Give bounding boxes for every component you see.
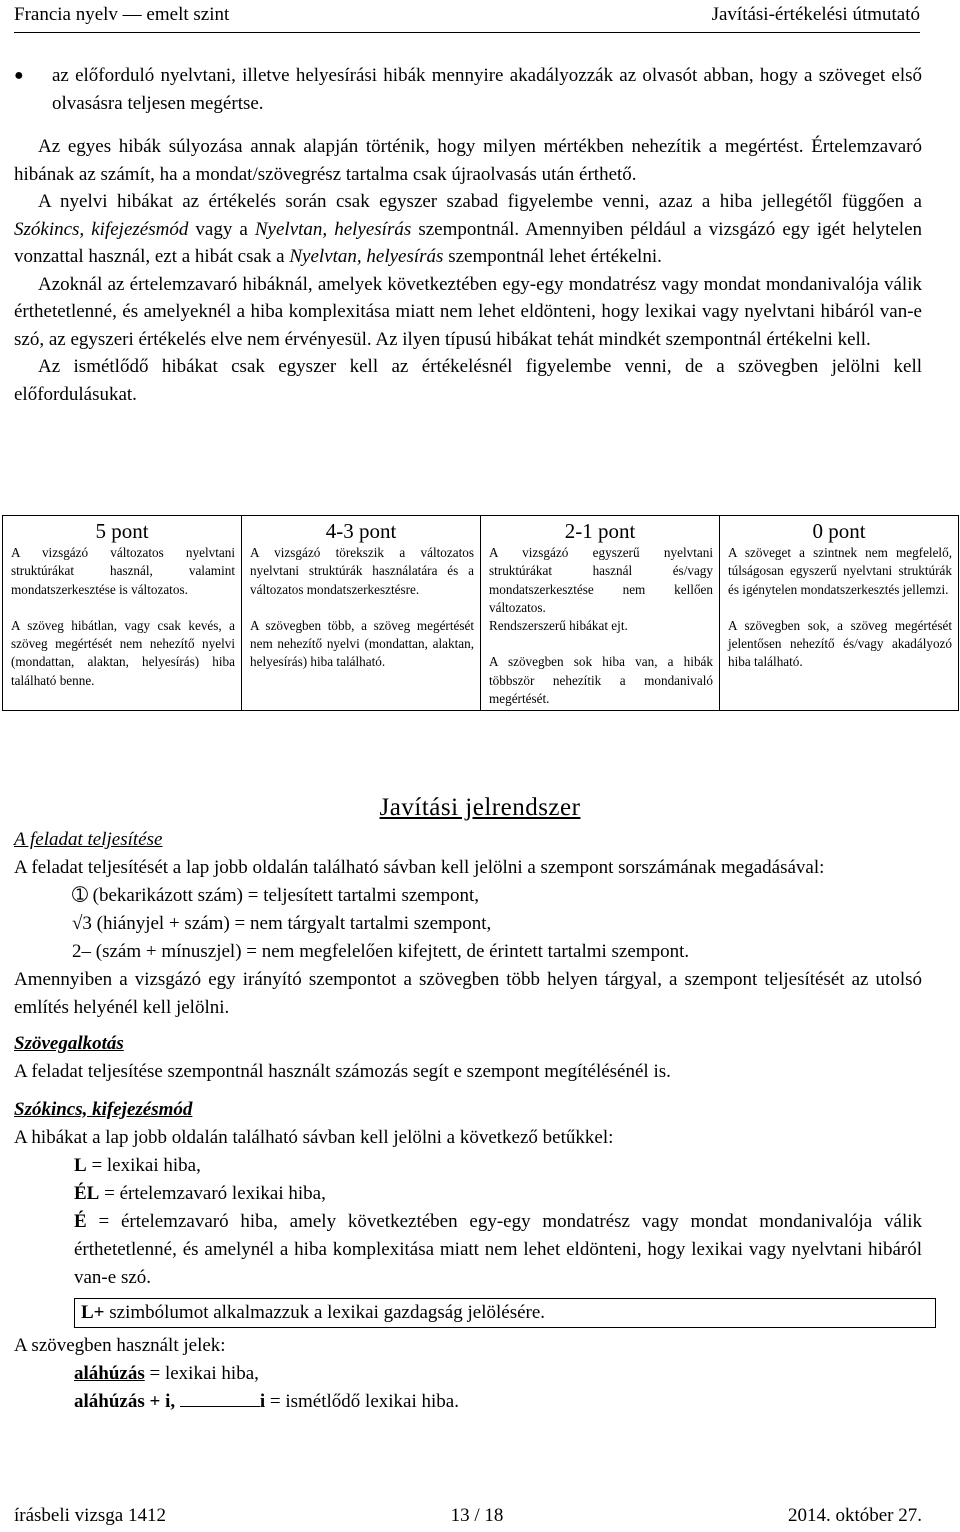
rubric-text: A vizsgázó változatos nyelvtani struktúrákat használ, valamint mondatszerkesztése is változatos.: [11, 545, 235, 597]
text-creation-text: A feladat teljesítése szempontnál használt számozás segít e szempont megítélésénél is.: [14, 1061, 671, 1082]
header-right: Javítási-értékelési útmutató: [711, 4, 920, 25]
paragraph-repeated-errors: Az ismétlődő hibákat csak egyszer kell az értékelésnél figyelembe venni, de a szövegben jelölni kell előfordulásukat.: [14, 356, 922, 405]
task-note: Amennyiben a vizsgázó egy irányító szempontot a szövegben több helyen tárgyal, a szempont teljesítését az utolsó említés helyénél kell jelölni.: [14, 969, 922, 1018]
rubric-header-2-1: 2-1 pont: [481, 516, 720, 545]
rubric-text: A vizsgázó egyszerű nyelvtani struktúrákat használ és/vagy mondatszerkesztése nem kellően változatos.: [489, 545, 713, 615]
page-header: [14, 2, 920, 33]
rubric-header-4-3: 4-3 pont: [242, 516, 481, 545]
mark-item: 2– (szám + mínuszjel) = nem megfelelően kifejtett, de érintett tartalmi szempont.: [72, 941, 690, 962]
vocabulary-text: A hibákat a lap jobb oldalán található sávban kell jelölni a következő betűkkel:: [14, 1127, 614, 1148]
bullet-text: az előforduló nyelvtani, illetve helyesírási hibák mennyire akadályozzák az olvasót abban, hogy a szöveget első olvasásra teljesen megértse.: [52, 65, 922, 114]
code-list: [14, 1152, 922, 1292]
subheading-text-creation: Szövegalkotás: [14, 1033, 124, 1054]
code-item: É = értelemzavaró hiba, amely következtében egy-egy mondatrész vagy mondat mondanivalója válik érthetetlenné, és amelynél a hiba komplexitása miatt nem lehet eldönteni, hogy lexikai vagy nyelvtani hibáról van-e szó.: [74, 1211, 922, 1288]
intro-section: [14, 62, 922, 408]
rubric-body-row: [3, 544, 959, 711]
underline-sample: [180, 1388, 260, 1407]
rubric-cell-0: [720, 544, 959, 711]
subheading-task: A feladat teljesítése: [14, 829, 163, 850]
task-text: A feladat teljesítését a lap jobb oldalán található sávban kell jelölni a szempont sorszámának megadásával:: [14, 857, 825, 878]
header-left: Francia nyelv — emelt szint: [14, 4, 230, 25]
subheading-vocabulary: Szókincs, kifejezésmód: [14, 1099, 193, 1120]
footer-left: írásbeli vizsga 1412: [14, 1505, 166, 1526]
used-marks-title: A szövegben használt jelek:: [14, 1335, 226, 1356]
used-mark-item: aláhúzás = lexikai hiba,: [74, 1363, 259, 1384]
rubric-text: A szövegben több, a szöveg megértését nem nehezítő nyelvi (mondattan, alaktan, helyesírás) hiba található.: [250, 617, 474, 670]
mark-item: √3 (hiányjel + szám) = nem tárgyalt tartalmi szempont,: [72, 913, 492, 934]
rubric-header-0: 0 pont: [720, 516, 959, 545]
section-title: Javítási jelrendszer: [379, 794, 581, 821]
paragraph-complex-errors: Azoknál az értelemzavaró hibáknál, amelyek következtében egy-egy mondatrész vagy mondat mondanivalója válik érthetetlenné, és amelyeknél a hiba komplexitása miatt nem lehet eldönteni, hogy lexikai vagy nyelvtani hibáról van-e szó, az egyszeri értékelés elve nem érvényesül. Az ilyen típusú hibákat tehát mindkét szempontnál értékelni kell.: [14, 273, 922, 350]
footer-date: 2014. október 27.: [787, 1505, 922, 1526]
rubric-cell-5: [3, 544, 242, 711]
code-item: L = lexikai hiba,: [74, 1155, 201, 1176]
rubric-text: Rendszerszerű hibákat ejt.: [489, 618, 628, 634]
lexical-richness-box: L+ szimbólumot alkalmazzuk a lexikai gazdagság jelölésére.: [74, 1298, 936, 1328]
rubric-header-row: [3, 516, 959, 545]
code-item: ÉL = értelemzavaró lexikai hiba,: [74, 1183, 326, 1204]
footer-page-number: 13 / 18: [450, 1505, 504, 1526]
rubric-header-5: 5 pont: [3, 516, 242, 545]
rubric-cell-4-3: [242, 544, 481, 711]
page-footer: [14, 1505, 922, 1527]
mark-item: ➀ (bekarikázott szám) = teljesített tartalmi szempont,: [72, 885, 480, 906]
rubric-table: [2, 515, 959, 711]
mark-list: [14, 882, 922, 966]
rubric-text: A szöveg hibátlan, vagy csak kevés, a szöveg megértését nem nehezítő nyelvi (mondattan, alaktan, helyesírás) hiba található benne.: [11, 617, 235, 688]
bullet-item: [14, 62, 922, 117]
marking-system: [14, 826, 922, 1416]
rubric-cell-2-1: [481, 544, 720, 711]
rubric-text: A szöveget a szintnek nem megfelelő, túlságosan egyszerű nyelvtani struktúrák és igénytelen mondatszerkesztés jellemzi.: [728, 545, 952, 597]
rubric-text: A vizsgázó törekszik a változatos nyelvtani struktúrák használatára és a változatos mondatszerkesztésre.: [250, 545, 474, 597]
rubric-text: A szövegben sok, a szöveg megértését jelentősen nehezítő és/vagy akadályozó hiba található.: [728, 617, 952, 670]
bullet-icon: ●: [14, 67, 24, 84]
paragraph-weighting: Az egyes hibák súlyozása annak alapján történik, hogy milyen mértékben nehezítik a megértést. Értelemzavaró hibának az számít, ha a mondat/szövegrész tartalma csak újraolvasás után érthető.: [14, 136, 922, 185]
used-mark-item: aláhúzás + i, i = ismétlődő lexikai hiba.: [74, 1388, 922, 1416]
paragraph-single-count: A nyelvi hibákat az értékelés során csak egyszer szabad figyelembe venni, azaz a hiba jellegétől függően a Szókincs, kifejezésmód vagy a Nyelvtan, helyesírás szempontnál. Amennyiben például a vizsgázó egy igét helytelen vonzattal használ, ezt a hibát csak a Nyelvtan, helyesírás szempontnál lehet értékelni.: [14, 191, 923, 267]
used-marks-list: [14, 1360, 922, 1416]
rubric-text: A szövegben sok hiba van, a hibák többször nehezítik a mondanivaló megértését.: [489, 654, 713, 707]
